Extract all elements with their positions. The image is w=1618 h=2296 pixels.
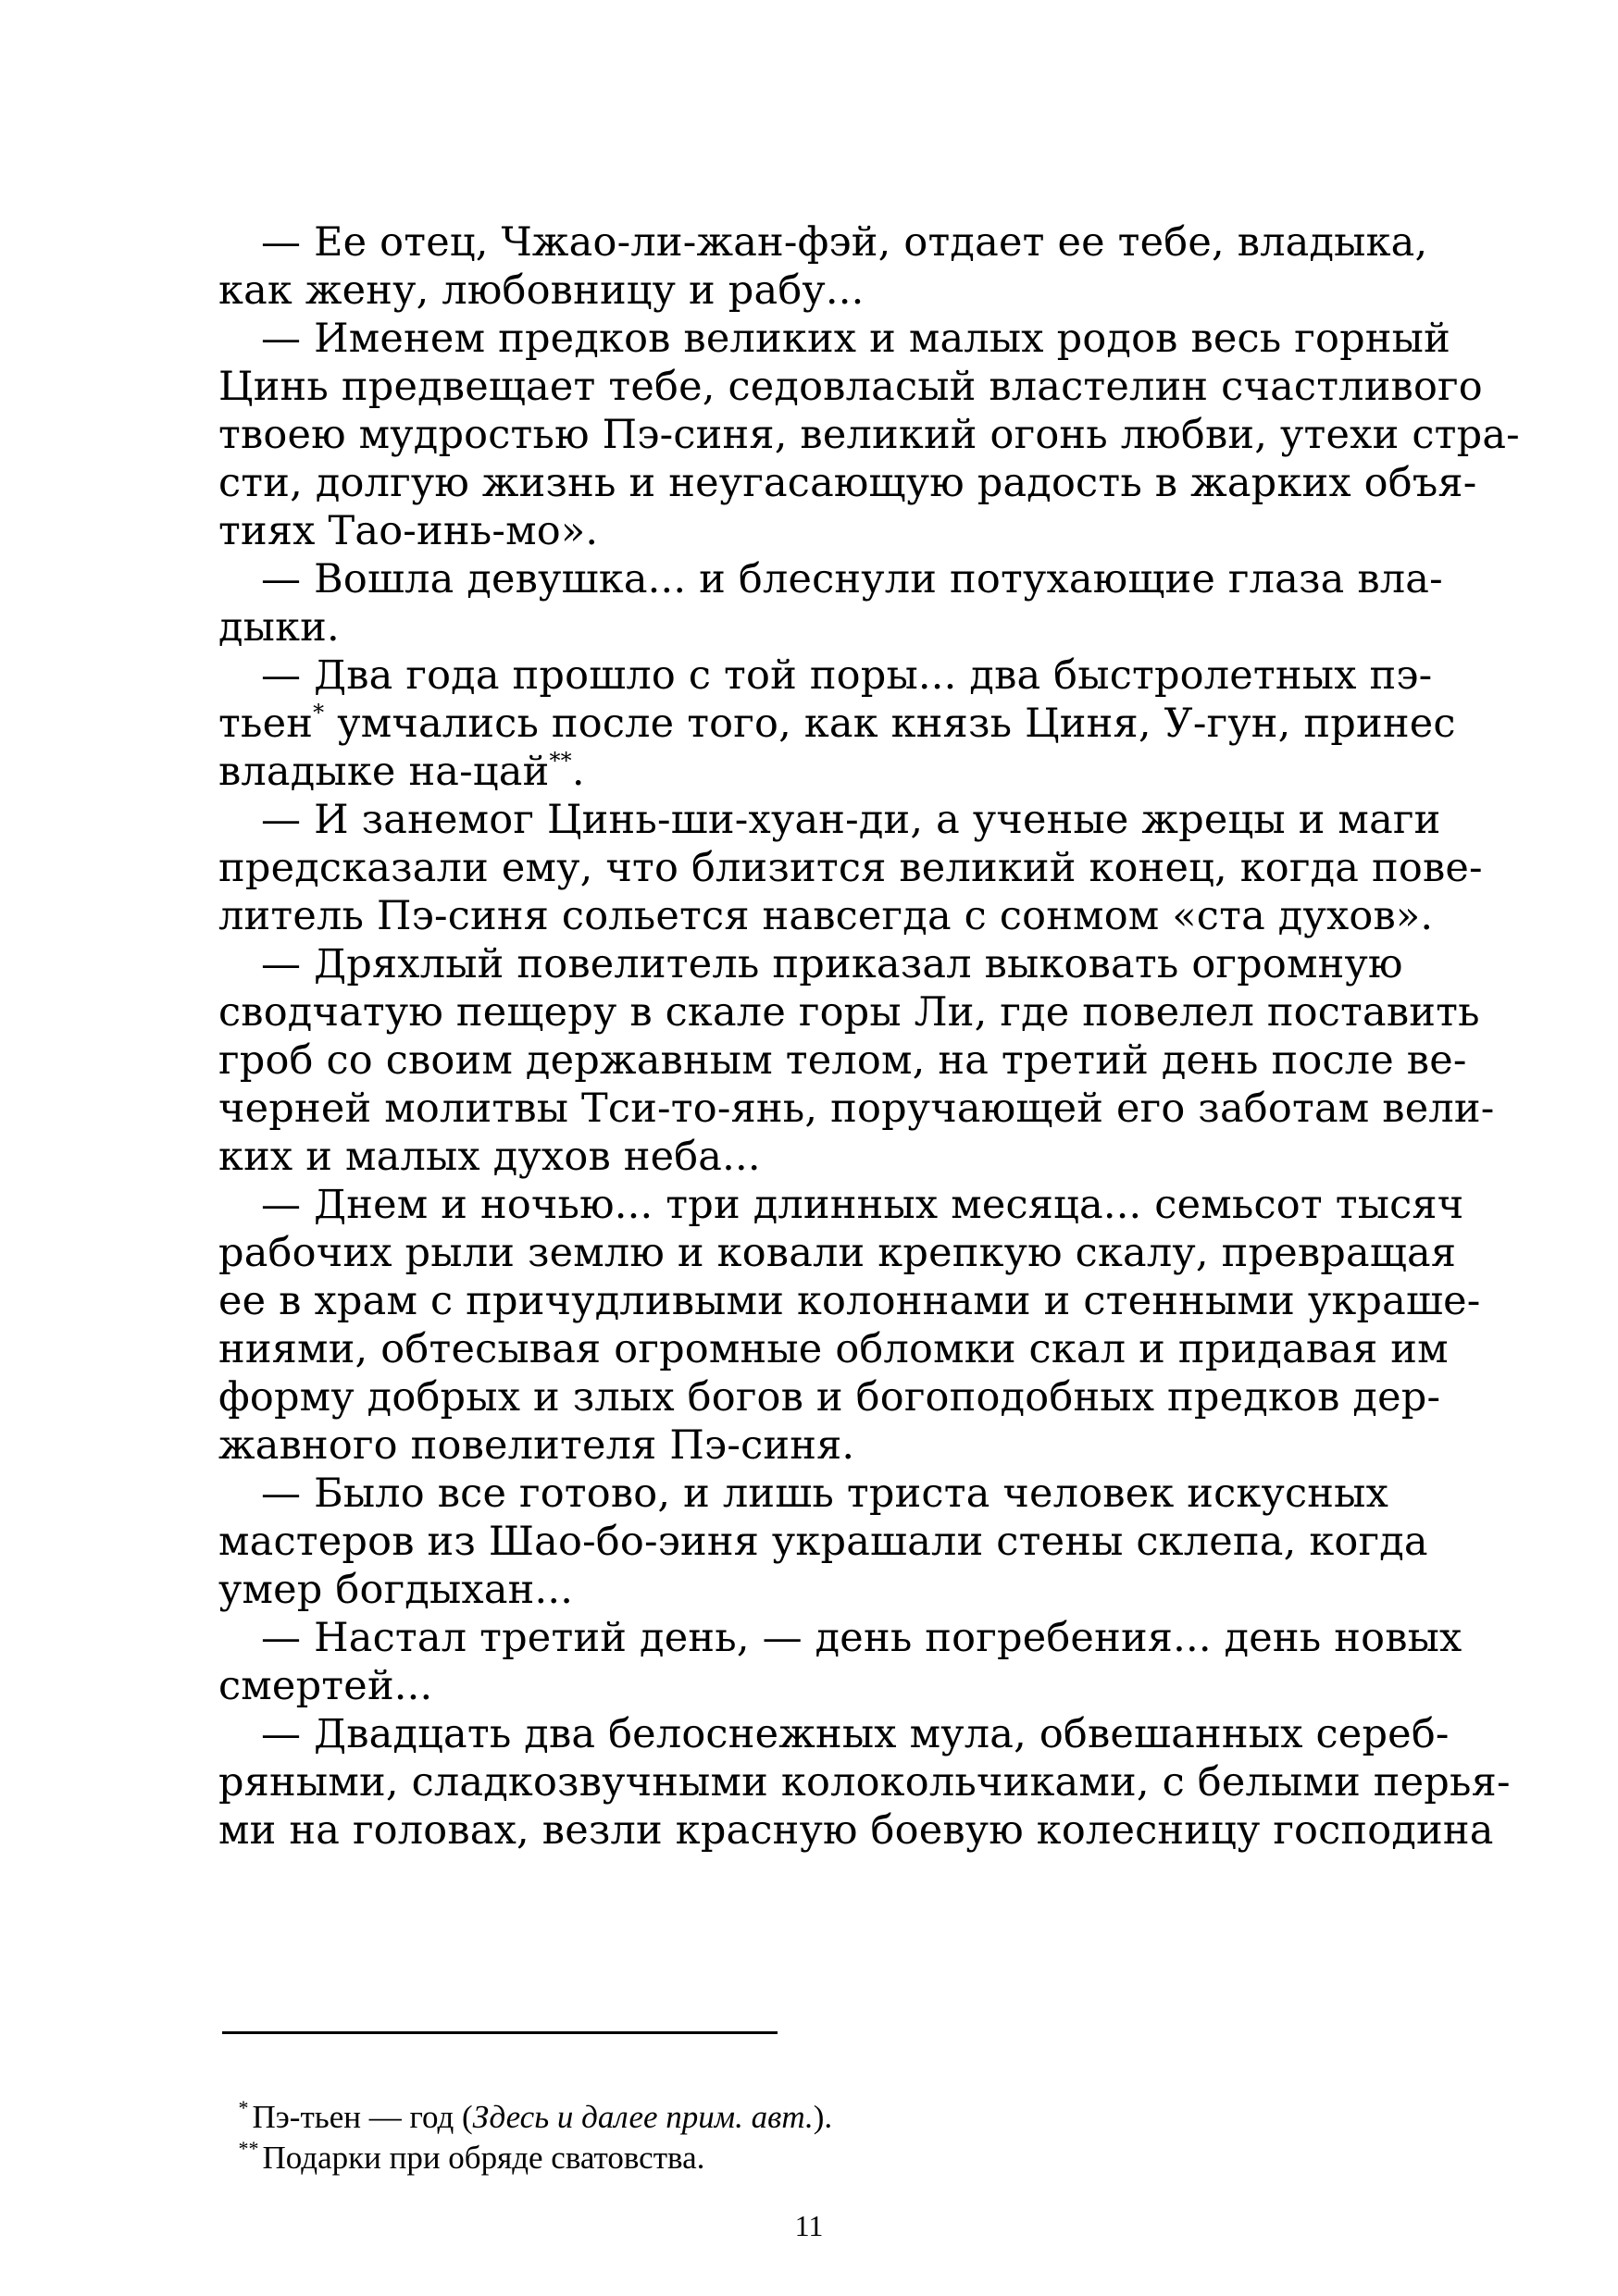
text-line: форму добрых и злых богов и богоподобных предков дер-	[218, 1374, 1441, 1421]
footnote-mark: **	[549, 748, 572, 774]
text-line: — И занемог Цинь-ши-хуан-ди, а ученые жрецы и маги	[261, 797, 1441, 843]
text-line: литель Пэ-синя сольется навсегда с сонмом «ста духов».	[218, 893, 1434, 939]
footnote-italic-text: Здесь и далее прим. авт.	[472, 2099, 814, 2135]
text-line-with-footnote-mark	[218, 700, 1456, 748]
text-line: как жену, любовницу и рабу...	[218, 267, 865, 314]
text-line: тиях Тао-инь-мо».	[218, 508, 599, 554]
text-line: гроб со своим державным телом, на третий день после ве-	[218, 1037, 1467, 1084]
text-line: смертей...	[218, 1663, 433, 1709]
text-line: ее в храм с причудливыми колоннами и стенными украше-	[218, 1278, 1481, 1324]
page-number: 11	[794, 2209, 824, 2242]
text-line: — Ее отец, Чжао-ли-жан-фэй, отдает ее тебе, владыка,	[261, 219, 1428, 266]
footnote-2	[222, 2097, 704, 2178]
text-line: — Вошла девушка... и блеснули потухающие глаза вла-	[261, 556, 1443, 602]
text-line: ми на головах, везли красную боевую колесницу господина	[218, 1807, 1494, 1854]
text-line: ких и малых духов неба...	[218, 1134, 761, 1180]
footnote-mark: *	[238, 2096, 249, 2119]
text-line: жавного повелителя Пэ-синя.	[218, 1422, 855, 1469]
text-line: рабочих рыли землю и ковали крепкую скалу, превращая	[218, 1230, 1457, 1276]
text-line: — Было все готово, и лишь триста человек искусных	[261, 1471, 1389, 1517]
footnote-separator	[222, 2031, 778, 2034]
text-line: предсказали ему, что близится великий конец, когда пове-	[218, 845, 1483, 891]
text-line: — Два года прошло с той поры... два быстролетных пэ-	[261, 652, 1433, 699]
text-line: сводчатую пещеру в скале горы Ли, где повелел поставить	[218, 989, 1480, 1036]
line-period: .	[571, 749, 585, 795]
text-line: ниями, обтесывая огромные обломки скал и придавая им	[218, 1326, 1449, 1372]
footnote-mark: *	[313, 700, 325, 726]
text-line: — Именем предков великих и малых родов весь горный	[261, 316, 1450, 362]
footnote-text: ).	[813, 2099, 833, 2135]
line-text: умчались после того, как князь Циня, У-гун, принес	[337, 701, 1456, 747]
text-line: мастеров из Шао-бо-эиня украшали стены склепа, когда	[218, 1519, 1428, 1565]
text-line: сти, долгую жизнь и неугасающую радость в жарких объя-	[218, 460, 1477, 506]
text-line: Цинь предвещает тебе, седовласый властелин счастливого	[218, 364, 1483, 410]
text-line: — Дряхлый повелитель приказал выковать огромную	[261, 941, 1403, 987]
line-text: тьен	[218, 701, 314, 747]
line-text: владыке на-цай	[218, 749, 550, 795]
text-line: — Днем и ночью... три длинных месяца... семьсот тысяч	[261, 1182, 1464, 1228]
text-line: черней молитвы Тси-то-янь, поручающей его заботам вели-	[218, 1086, 1495, 1132]
text-line: умер богдыхан...	[218, 1567, 574, 1613]
footnote-text: Подарки при обряде сватовства.	[262, 2140, 705, 2176]
footnote-mark: **	[238, 2137, 259, 2160]
text-line: — Двадцать два белоснежных мула, обвешанных сереб-	[261, 1711, 1450, 1757]
text-line: ряными, сладкозвучными колокольчиками, с белыми перья-	[218, 1759, 1511, 1806]
footnote-text: Пэ-тьен — год (	[252, 2099, 473, 2135]
text-line: твоею мудростью Пэ-синя, великий огонь любви, утехи стра-	[218, 412, 1520, 458]
text-line: дыки.	[218, 604, 340, 651]
text-line: — Настал третий день, — день погребения... день новых	[261, 1615, 1462, 1661]
text-line-with-footnote-mark	[218, 748, 585, 796]
